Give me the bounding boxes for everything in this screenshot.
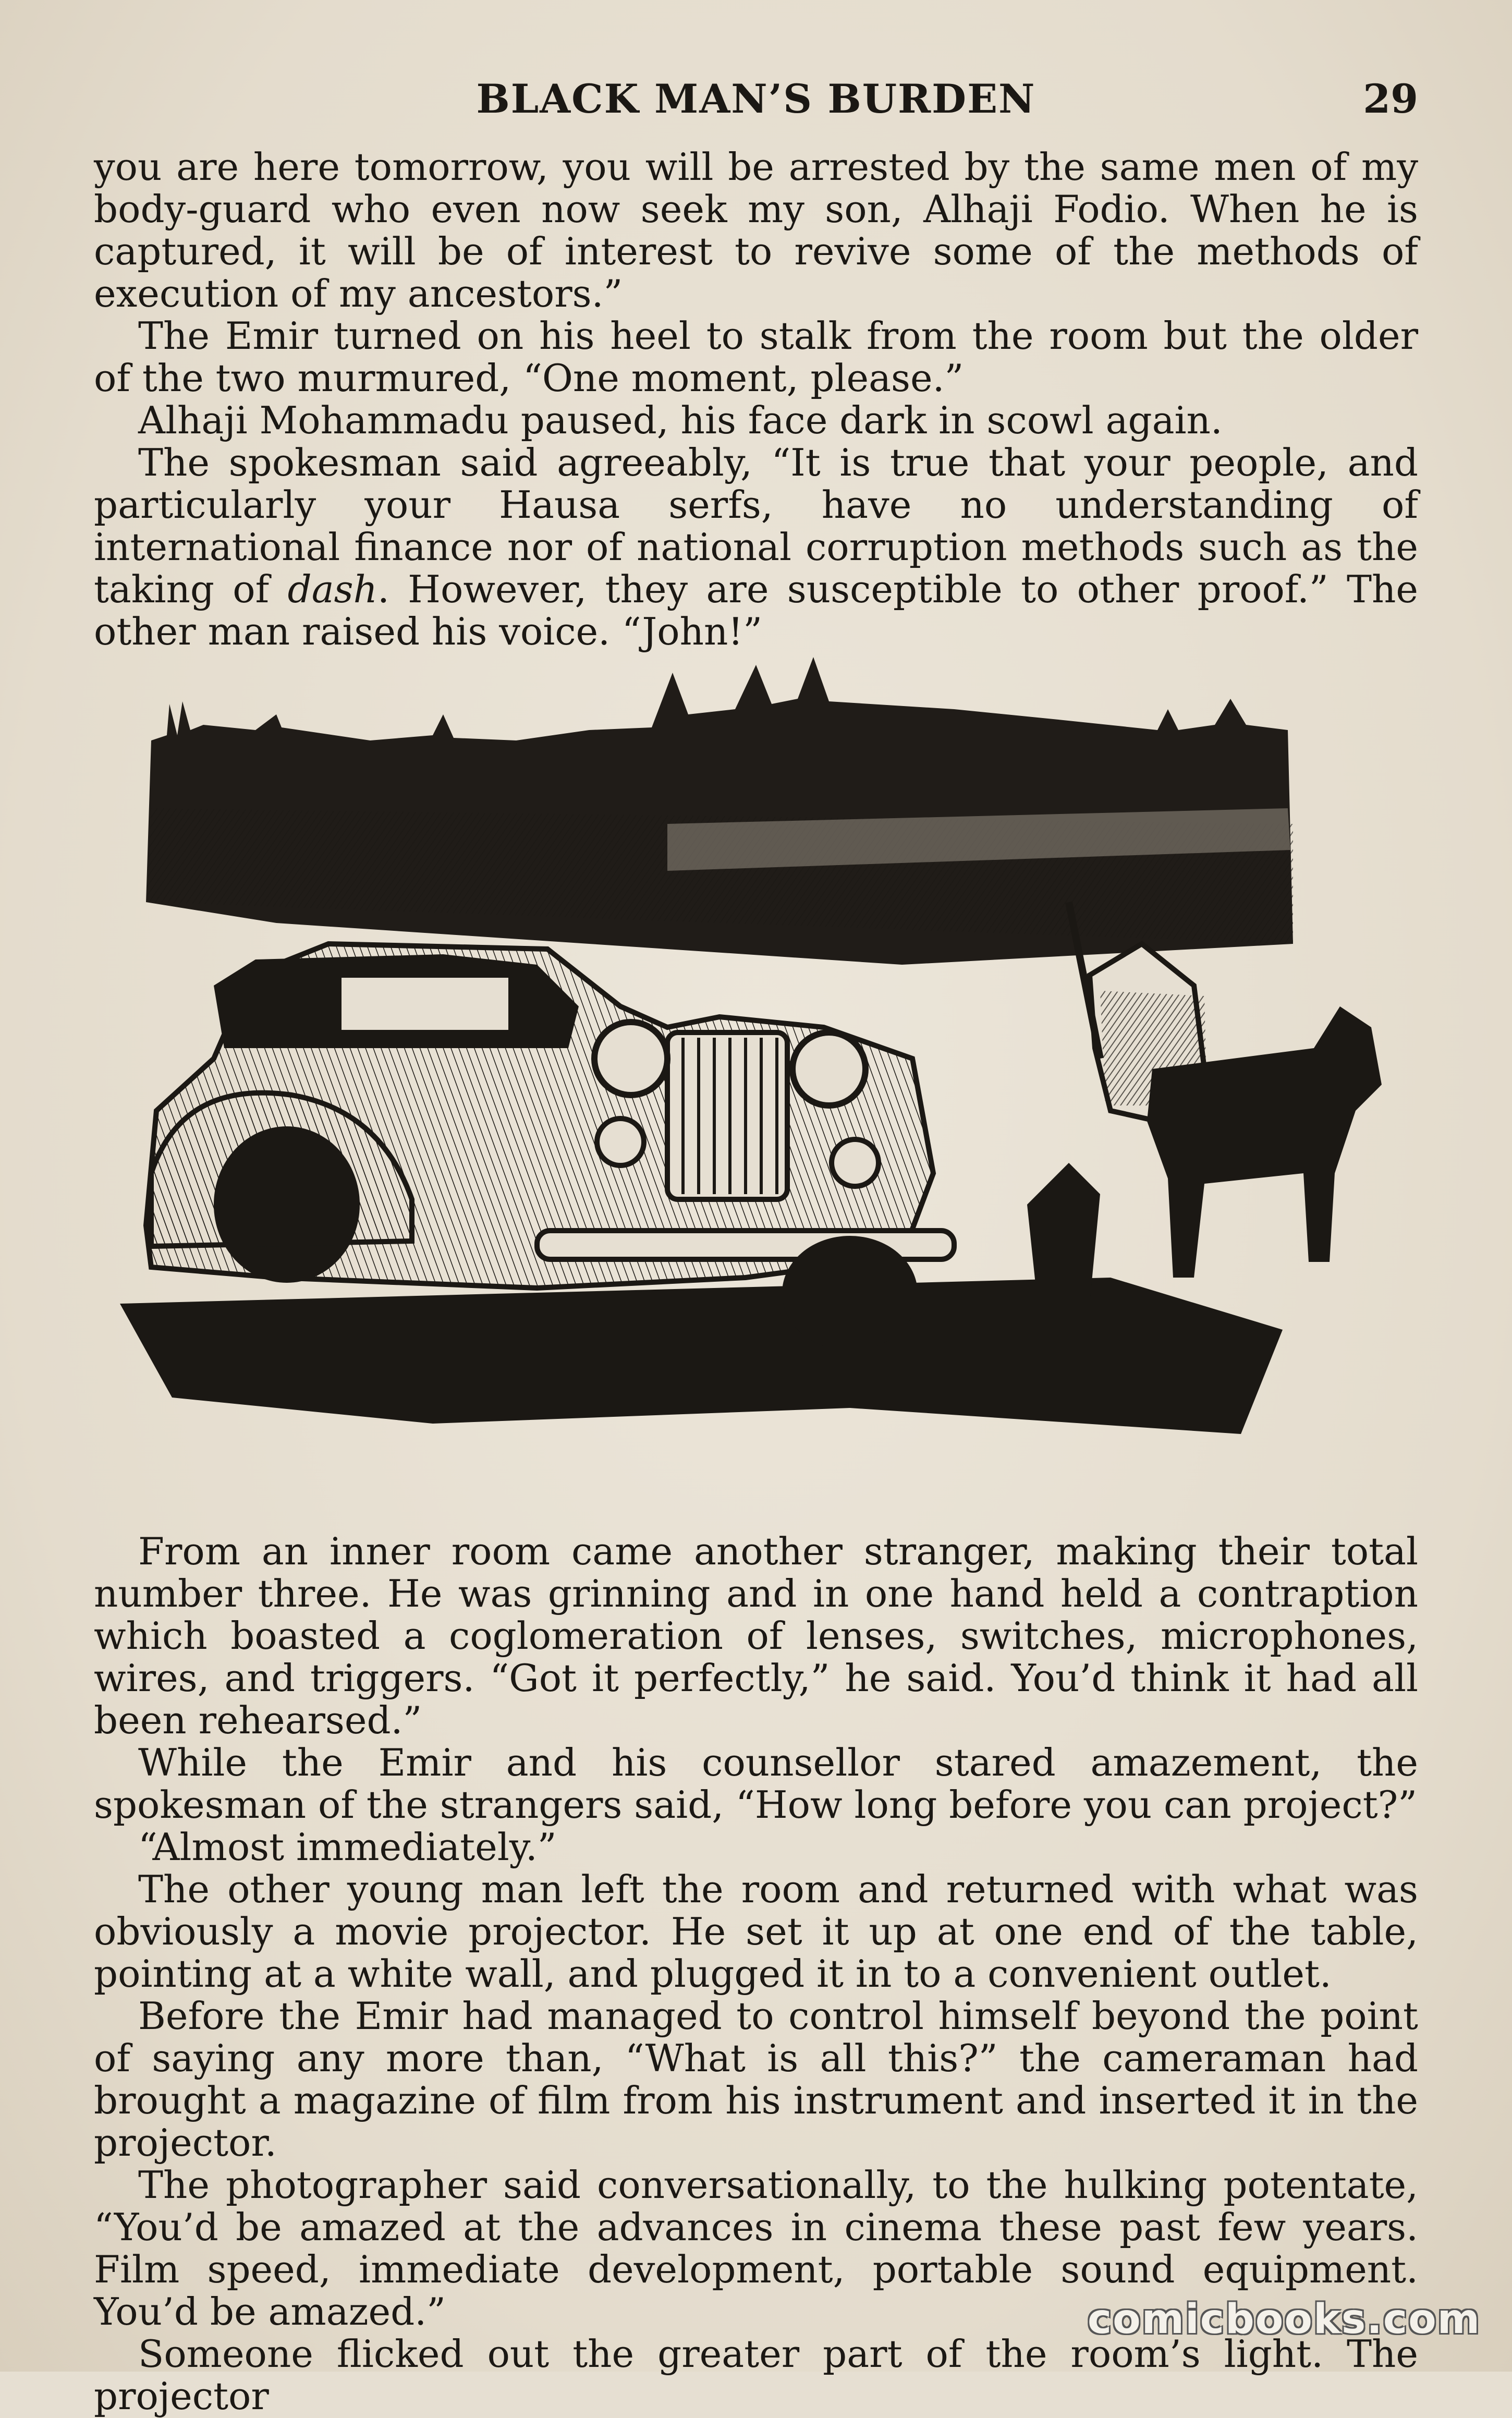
car-fog-lamp xyxy=(832,1139,879,1186)
paragraph: The photographer said conversationally, to the hulking potentate, “You’d be amazed at the advances in cinema these past few years. Film speed, immediate development, portable sound equipment. You’d be amazed.” xyxy=(94,2163,1418,2334)
text-block-bottom xyxy=(94,1530,1418,2417)
car-window xyxy=(339,975,511,1032)
paragraph: From an inner room came another stranger, making their total number three. He was grinning and in one hand held a contraption which boasted a coglomeration of lenses, switches, microphones, wires, and triggers. “Got it perfectly,” he said. You’d think it had all been rehearsed.” xyxy=(94,1529,1418,1742)
paragraph: Someone flicked out the greater part of the room’s light. The projector xyxy=(94,2332,1418,2418)
walking-figure-shadow xyxy=(1027,1163,1100,1304)
paragraph: While the Emir and his counsellor stared amazement, the spokesman of the strangers said, “How long before you can project?” xyxy=(94,1741,1418,1827)
paragraph: Before the Emir had managed to control himself beyond the point of saying any more than, “What is all this?” the cameraman had brought a magazine of film from his instrument and inserted it in the projector. xyxy=(94,1994,1418,2165)
running-head: BLACK MAN’S BURDEN xyxy=(476,76,1036,122)
paragraph xyxy=(94,442,1418,653)
paragraph: The other young man left the room and returned with what was obviously a movie projector. He set it up at one end of the table, pointing at a white wall, and plugged it in to a convenient outlet. xyxy=(94,1867,1418,1996)
paragraph-text: . However, they are susceptible to other proof.” The other man raised his voice. “John!” xyxy=(94,567,1418,653)
italic-word: dash xyxy=(287,567,377,611)
watermark: comicbooks.com xyxy=(1087,2296,1481,2343)
car-headlamp xyxy=(792,1032,865,1105)
page-header xyxy=(94,76,1418,128)
car-headlamp xyxy=(594,1022,667,1095)
page-number: 29 xyxy=(1363,76,1418,122)
text-block-top xyxy=(94,146,1418,653)
paragraph-text: The spokesman said agreeably, “It is true that your people, and particularly your Hausa serfs, have no understanding of international finance nor of national corruption methods such as the taking of xyxy=(94,441,1418,611)
car-grille xyxy=(667,1032,787,1199)
car-wheel xyxy=(782,1236,918,1351)
car-grille-bars xyxy=(683,1038,777,1194)
ground-shadow xyxy=(120,1278,1283,1434)
paragraph: Alhaji Mohammadu paused, his face dark in scowl again. xyxy=(138,398,1223,442)
illustration xyxy=(120,652,1423,1476)
paragraph: “Almost immediately.” xyxy=(138,1825,557,1869)
paragraph: you are here tomorrow, you will be arrested by the same men of my body-guard who even now seek my son, Alhaji Fodio. When he is captured, it will be of interest to revive some of the methods of execution of my ancestors.” xyxy=(94,145,1418,315)
car-fog-lamp xyxy=(597,1119,644,1165)
paragraph: The Emir turned on his heel to stalk from the room but the older of the two murmured, “One moment, please.” xyxy=(94,314,1418,400)
car-and-fortress-illustration xyxy=(120,652,1423,1476)
